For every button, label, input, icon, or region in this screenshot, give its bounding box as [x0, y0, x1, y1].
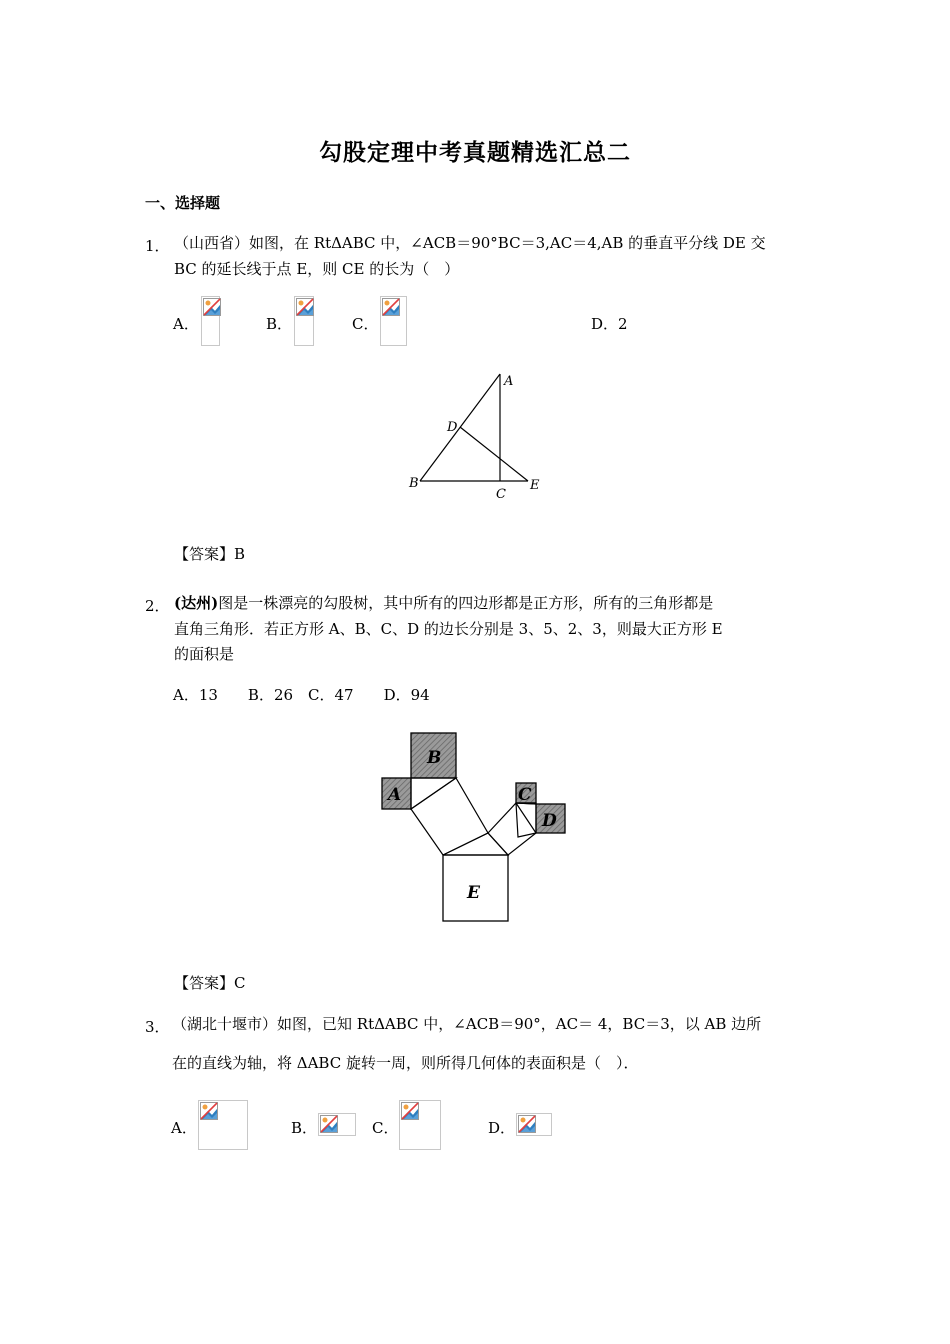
q2-number: 2．	[145, 597, 170, 615]
broken-image-icon	[200, 1102, 218, 1120]
label-d: D	[447, 420, 458, 435]
q1-option-b-label: B．	[266, 315, 293, 333]
q3-option-b-label: B．	[291, 1119, 318, 1137]
q2-pythagoras-tree-figure	[370, 725, 580, 930]
q1-option-c-image	[380, 296, 407, 346]
q3-option-d-image	[516, 1113, 552, 1136]
q3-option-b-image	[318, 1113, 356, 1136]
label-e: E	[530, 478, 540, 493]
broken-image-icon	[296, 298, 314, 316]
q3-text-line1: （湖北十堰市）如图，已知 RtΔABC 中，∠ACB＝90°，AC＝ 4，BC＝3，以 AB 边所	[172, 1015, 762, 1033]
q2-text-line1: 图是一株漂亮的勾股树，其中所有的四边形都是正方形，所有的三角形都是	[218, 594, 714, 612]
q1-answer: 【答案】B	[174, 545, 246, 563]
q1-number: 1．	[145, 237, 170, 255]
q1-option-d: D．2	[591, 315, 628, 333]
q2-text-line3: 的面积是	[174, 645, 235, 663]
q3-option-a-image	[198, 1100, 248, 1150]
section-heading: 一、选择题	[145, 194, 221, 212]
broken-image-icon	[203, 298, 221, 316]
q3-option-c-image	[399, 1100, 441, 1150]
q3-option-a-label: A．	[171, 1119, 197, 1137]
q3-number: 3．	[145, 1018, 170, 1036]
q2-text-line2: 直角三角形．若正方形 A、B、C、D 的边长分别是 3、5、2、3，则最大正方形 E	[174, 620, 723, 638]
q1-option-a-label: A．	[173, 315, 199, 333]
label-b: B	[409, 476, 419, 491]
q3-option-d-label: D．	[488, 1119, 516, 1137]
q3-option-c-label: C．	[372, 1119, 399, 1137]
q1-option-c-label: C．	[352, 315, 379, 333]
label-a: A	[388, 785, 402, 805]
line-de	[460, 427, 528, 481]
label-c: C	[518, 785, 532, 805]
q1-text-line2: BC 的延长线于点 E，则 CE 的长为（ ）	[174, 260, 460, 278]
square-right	[488, 803, 536, 855]
q2-source: (达州)	[174, 594, 219, 612]
page-title: 勾股定理中考真题精选汇总二	[319, 140, 631, 166]
label-c: C	[496, 487, 506, 502]
label-d: D	[542, 811, 557, 831]
square-left	[411, 778, 488, 855]
label-e: E	[467, 883, 480, 903]
broken-image-icon	[518, 1115, 536, 1133]
q1-option-b-image	[294, 296, 314, 346]
broken-image-icon	[401, 1102, 419, 1120]
broken-image-icon	[320, 1115, 338, 1133]
q1-triangle-figure	[400, 365, 550, 505]
q2-options: A．13 B．26 C．47 D．94	[173, 686, 430, 704]
broken-image-icon	[382, 298, 400, 316]
q1-text-line1: （山西省）如图，在 RtΔABC 中，∠ACB＝90°BC＝3,AC＝4,AB 的垂直平分线 DE 交	[174, 234, 766, 252]
label-a: A	[504, 374, 514, 389]
q3-text-line2: 在的直线为轴，将 ΔABC 旋转一周，则所得几何体的表面积是（ ）．	[172, 1054, 639, 1072]
label-b: B	[427, 748, 442, 768]
q2-answer: 【答案】C	[174, 974, 246, 992]
triangle-top	[443, 833, 508, 855]
q1-option-a-image	[201, 296, 220, 346]
